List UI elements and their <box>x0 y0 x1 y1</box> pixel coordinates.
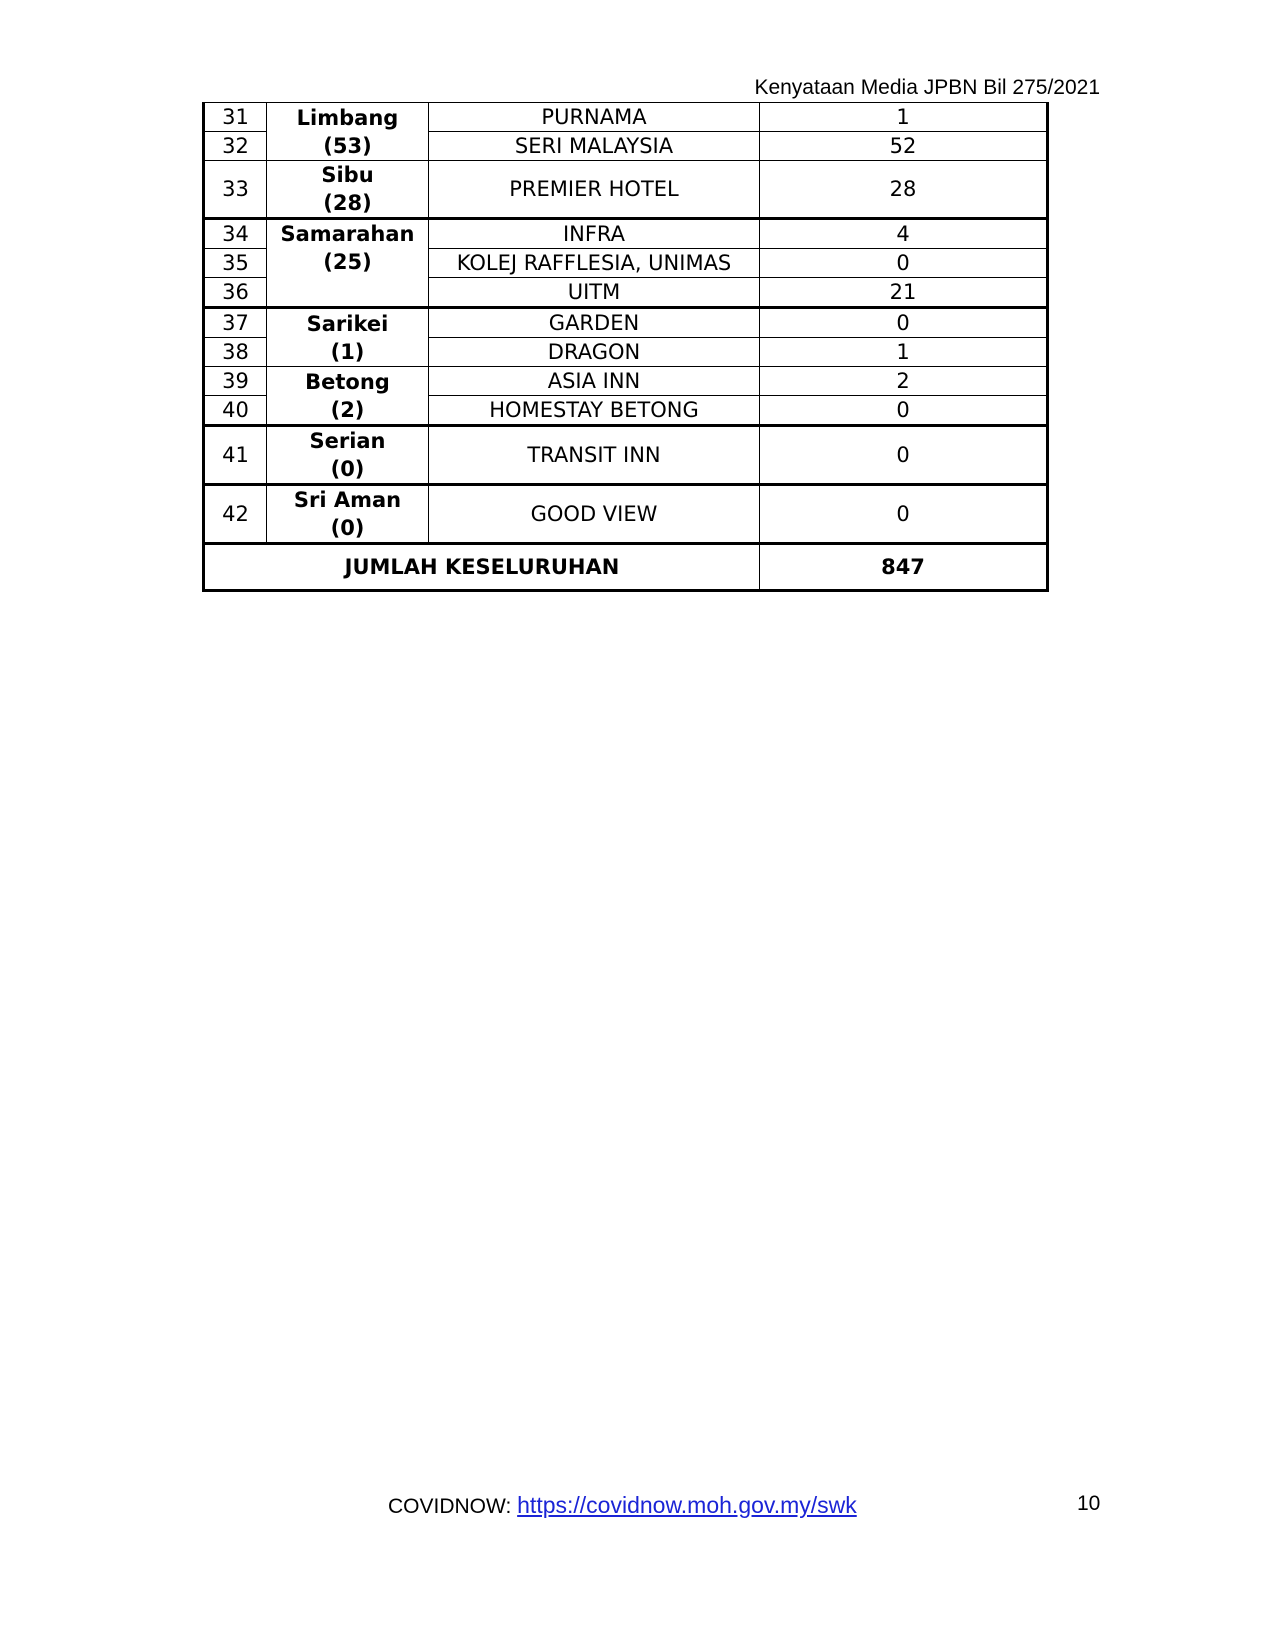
occupant-count: 4 <box>760 219 1048 249</box>
place-name: PREMIER HOTEL <box>429 161 760 219</box>
division-cell <box>267 485 429 544</box>
row-number: 34 <box>204 219 267 249</box>
place-name: INFRA <box>429 219 760 249</box>
division-name: Sri Aman <box>293 488 402 512</box>
division-cell <box>267 308 429 367</box>
division-cell <box>267 367 429 426</box>
division-count: (53) <box>323 133 372 158</box>
occupant-count: 52 <box>760 132 1048 161</box>
table-row <box>204 161 1048 219</box>
division-name: Sibu <box>321 163 374 187</box>
division-count: (2) <box>330 397 365 422</box>
occupant-count: 1 <box>760 338 1048 367</box>
page-number: 10 <box>1077 1492 1101 1515</box>
place-name: HOMESTAY BETONG <box>429 396 760 426</box>
division-cell <box>267 103 429 161</box>
footer-source <box>388 1492 857 1519</box>
division-count: (0) <box>330 516 365 540</box>
division-count: (25) <box>323 250 372 274</box>
place-name: DRAGON <box>429 338 760 367</box>
row-number: 32 <box>204 132 267 161</box>
occupant-count: 28 <box>760 161 1048 219</box>
division-name: Serian <box>309 429 386 453</box>
occupant-count: 21 <box>760 278 1048 308</box>
division-name: Sarikei <box>306 311 389 336</box>
source-label: COVIDNOW: <box>388 1495 512 1518</box>
place-name: SERI MALAYSIA <box>429 132 760 161</box>
place-name: UITM <box>429 278 760 308</box>
row-number: 36 <box>204 278 267 308</box>
row-number: 38 <box>204 338 267 367</box>
row-number: 39 <box>204 367 267 396</box>
row-number: 35 <box>204 249 267 278</box>
row-number: 37 <box>204 308 267 338</box>
division-name: Betong <box>305 369 390 394</box>
division-cell <box>267 161 429 219</box>
occupant-count: 1 <box>760 103 1048 132</box>
division-count: (0) <box>330 457 365 481</box>
row-number: 41 <box>204 426 267 485</box>
total-row <box>204 544 1048 591</box>
quarantine-centre-table <box>202 102 1048 592</box>
occupant-count: 0 <box>760 426 1048 485</box>
occupant-count: 0 <box>760 308 1048 338</box>
data-table <box>202 102 1049 592</box>
row-number: 40 <box>204 396 267 426</box>
occupant-count: 2 <box>760 367 1048 396</box>
place-name: ASIA INN <box>429 367 760 396</box>
table-row <box>204 308 1048 338</box>
table-row <box>204 367 1048 396</box>
table-row <box>204 485 1048 544</box>
division-cell <box>267 219 429 308</box>
table-row <box>204 426 1048 485</box>
total-label: JUMLAH KESELURUHAN <box>204 544 760 591</box>
place-name: KOLEJ RAFFLESIA, UNIMAS <box>429 249 760 278</box>
row-number: 42 <box>204 485 267 544</box>
table-row <box>204 219 1048 249</box>
occupant-count: 0 <box>760 485 1048 544</box>
place-name: TRANSIT INN <box>429 426 760 485</box>
row-number: 31 <box>204 103 267 132</box>
row-number: 33 <box>204 161 267 219</box>
total-value: 847 <box>760 544 1048 591</box>
table-row <box>204 103 1048 132</box>
division-cell <box>267 426 429 485</box>
division-name: Samarahan <box>280 222 415 246</box>
place-name: GARDEN <box>429 308 760 338</box>
place-name: PURNAMA <box>429 103 760 132</box>
occupant-count: 0 <box>760 249 1048 278</box>
division-count: (28) <box>323 191 372 215</box>
division-count: (1) <box>330 339 365 364</box>
occupant-count: 0 <box>760 396 1048 426</box>
division-name: Limbang <box>296 105 399 130</box>
document-reference: Kenyataan Media JPBN Bil 275/2021 <box>754 76 1100 99</box>
source-link[interactable]: https://covidnow.moh.gov.my/swk <box>517 1492 857 1518</box>
place-name: GOOD VIEW <box>429 485 760 544</box>
